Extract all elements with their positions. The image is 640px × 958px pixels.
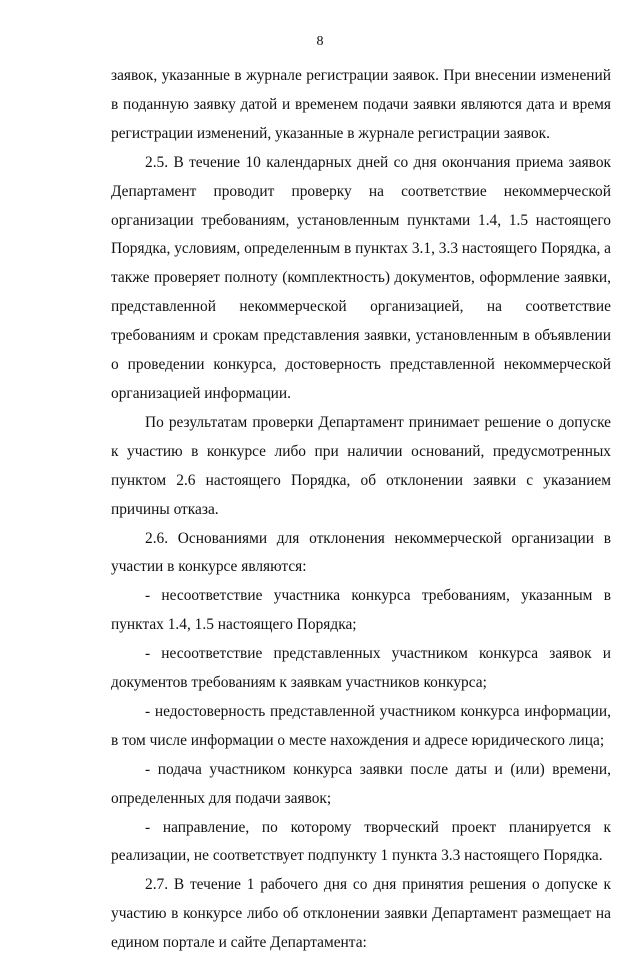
list-item-direction-mismatch: - направление, по которому творческий проект планируется к реализации, не соответствует подпункту 1 пункта 3.3 настоящего Порядка.: [111, 818, 611, 865]
list-item-late-submission: - подача участником конкурса заявки после даты и (или) времени, определенных для подачи заявок;: [111, 760, 611, 807]
paragraph-2-5: 2.5. В течение 10 календарных дней со дня окончания приема заявок Департамент проводит проверку на соответствие некоммерческой организации требованиям, установленным пунктами 1.4, 1.5 настоящего Порядка, условиям, определенным в пунктах 3.1, 3.3 настоящего Порядка, а также проверяет полноту (комплектность) документов, оформление заявки, представленной некоммерческой организацией, на соответствие требованиям и срокам представления заявки, установленным в объявлении о проведении конкурса, достоверность представленной некоммерческой организацией информации.: [111, 153, 611, 402]
paragraph-1-continuation: заявок, указанные в журнале регистрации заявок. При внесении изменений в поданную заявку датой и временем подачи заявки являются дата и время регистрации изменений, указанные в журнале регистрации заявок.: [111, 67, 611, 142]
list-item-requirements-mismatch: - несоответствие участника конкурса требованиям, указанным в пунктах 1.4, 1.5 настоящего Порядка;: [111, 587, 611, 634]
paragraph-check-results: По результатам проверки Департамент принимает решение о допуске к участию в конкурсе либо при наличии оснований, предусмотренных пунктом 2.6 настоящего Порядка, об отклонении заявки с указанием причины отказа.: [111, 413, 611, 518]
paragraph-2-6: 2.6. Основаниями для отклонения некоммерческой организации в участии в конкурсе являются:: [111, 529, 611, 576]
list-item-documents-mismatch: - несоответствие представленных участником конкурса заявок и документов требованиям к заявкам участников конкурса;: [111, 645, 611, 692]
paragraph-2-7: 2.7. В течение 1 рабочего дня со дня принятия решения о допуске к участию в конкурсе либо об отклонении заявки Департамент размещает на едином портале и сайте Департамента:: [111, 876, 611, 952]
page-number: 8: [316, 34, 324, 49]
document-body: [111, 62, 611, 958]
list-item-false-information: - недостоверность представленной участником конкурса информации, в том числе информации о месте нахождения и адресе юридического лица;: [111, 702, 611, 749]
